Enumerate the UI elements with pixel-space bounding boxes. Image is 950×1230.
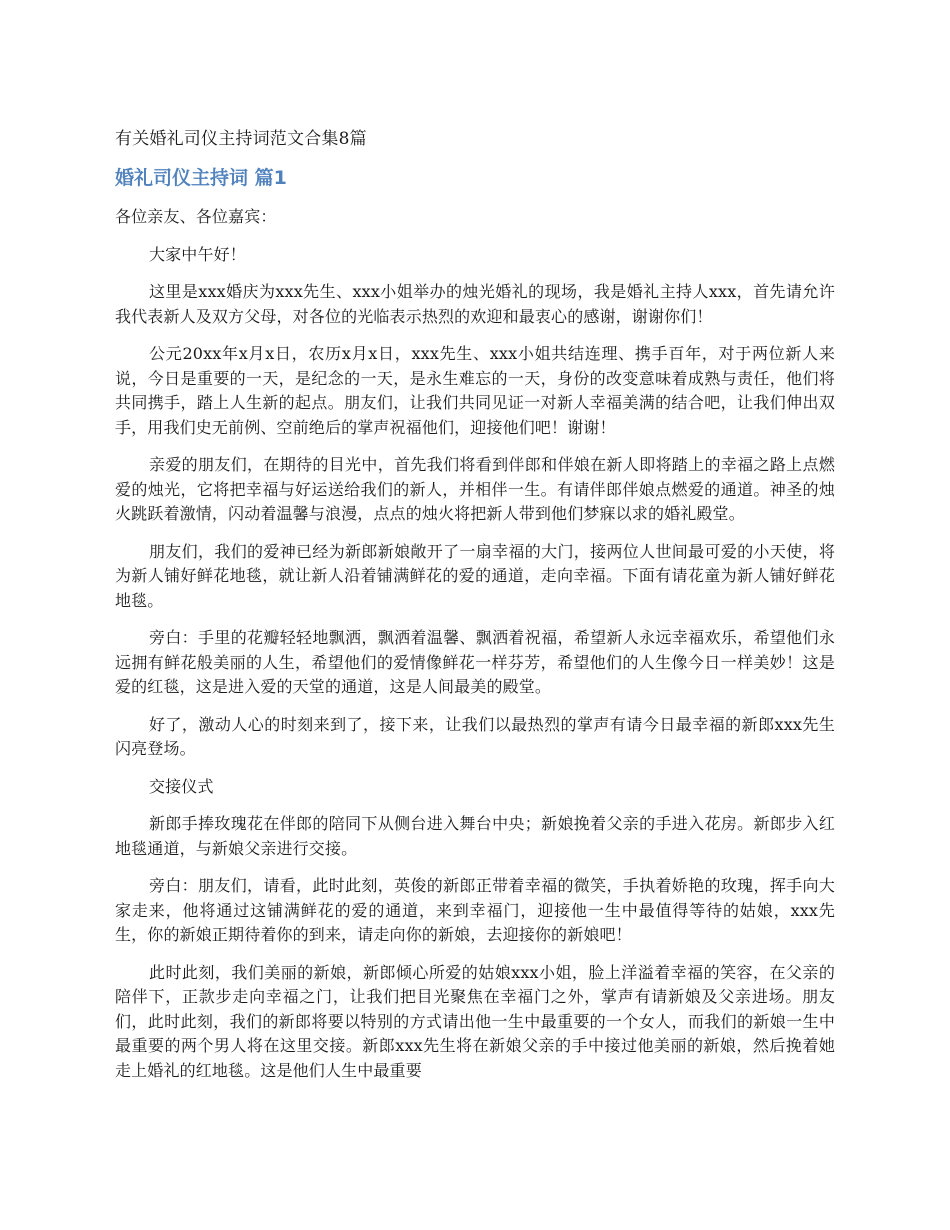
section-heading: 婚礼司仪主持词 篇1 xyxy=(115,167,287,189)
paragraph: 旁白：手里的花瓣轻轻地飘洒，飘洒着温馨、飘洒着祝福，希望新人永远幸福欢乐，希望他们永远拥有鲜花般美丽的人生，希望他们的爱情像鲜花一样芬芳，希望他们的人生像今日一样美妙！这是爱的红毯，这是进入爱的天堂的通道，这是人间最美的殿堂。 xyxy=(115,628,835,696)
paragraph-subheading: 交接仪式 xyxy=(149,776,214,796)
paragraph: 此时此刻，我们美丽的新娘，新郎倾心所爱的姑娘xxx小姐，脸上洋溢着幸福的笑容，在父亲的陪伴下，正款步走向幸福之门，让我们把目光聚焦在幸福门之外，掌声有请新娘及父亲进场。朋友们，此时此刻，我们的新郎将要以特别的方式请出他一生中最重要的一个女人，而我们的新娘一生中最重要的两个男人将在这里交接。新郎xxx先生将在新娘父亲的手中接过他美丽的新娘，然后挽着她走上婚礼的红地毯。这是他们人生中最重要 xyxy=(115,962,835,1080)
document-title: 有关婚礼司仪主持词范文合集8篇 xyxy=(115,129,367,149)
paragraph-salutation: 各位亲友、各位嘉宾： xyxy=(115,207,277,226)
paragraph: 新郎手捧玫瑰花在伴郎的陪同下从侧台进入舞台中央；新娘挽着父亲的手进入花房。新郎步入红地毯通道，与新娘父亲进行交接。 xyxy=(115,814,835,858)
paragraph: 亲爱的朋友们，在期待的目光中，首先我们将看到伴郎和伴娘在新人即将踏上的幸福之路上点燃爱的烛光，它将把幸福与好运送给我们的新人，并相伴一生。有请伴郎伴娘点燃爱的通道。神圣的烛火跳跃着激情，闪动着温馨与浪漫，点点的烛火将把新人带到他们梦寐以求的婚礼殿堂。 xyxy=(115,455,835,523)
paragraph: 旁白：朋友们，请看，此时此刻，英俊的新郎正带着幸福的微笑，手执着娇艳的玫瑰，挥手向大家走来，他将通过这铺满鲜花的爱的通道，来到幸福门，迎接他一生中最值得等待的姑娘，xxx先生，你的新娘正期待着你的到来，请走向你的新娘，去迎接你的新娘吧！ xyxy=(115,876,835,944)
paragraph: 好了，激动人心的时刻来到了，接下来，让我们以最热烈的掌声有请今日最幸福的新郎xxx先生闪亮登场。 xyxy=(115,714,835,758)
paragraph: 公元20xx年x月x日，农历x月x日，xxx先生、xxx小姐共结连理、携手百年，对于两位新人来说，今日是重要的一天，是纪念的一天，是永生难忘的一天，身份的改变意味着成熟与责任，他们将共同携手，踏上人生新的起点。朋友们，让我们共同见证一对新人幸福美满的结合吧，让我们伸出双手，用我们史无前例、空前绝后的掌声祝福他们，迎接他们吧！谢谢！ xyxy=(115,344,835,437)
paragraph: 这里是xxx婚庆为xxx先生、xxx小姐举办的烛光婚礼的现场，我是婚礼主持人xxx，首先请允许我代表新人及双方父母，对各位的光临表示热烈的欢迎和最衷心的感谢，谢谢你们！ xyxy=(115,282,835,326)
paragraph-greeting: 大家中午好！ xyxy=(149,244,246,264)
paragraph: 朋友们，我们的爱神已经为新郎新娘敞开了一扇幸福的大门，接两位人世间最可爱的小天使，将为新人铺好鲜花地毯，就让新人沿着铺满鲜花的爱的通道，走向幸福。下面有请花童为新人铺好鲜花地毯。 xyxy=(115,541,835,610)
